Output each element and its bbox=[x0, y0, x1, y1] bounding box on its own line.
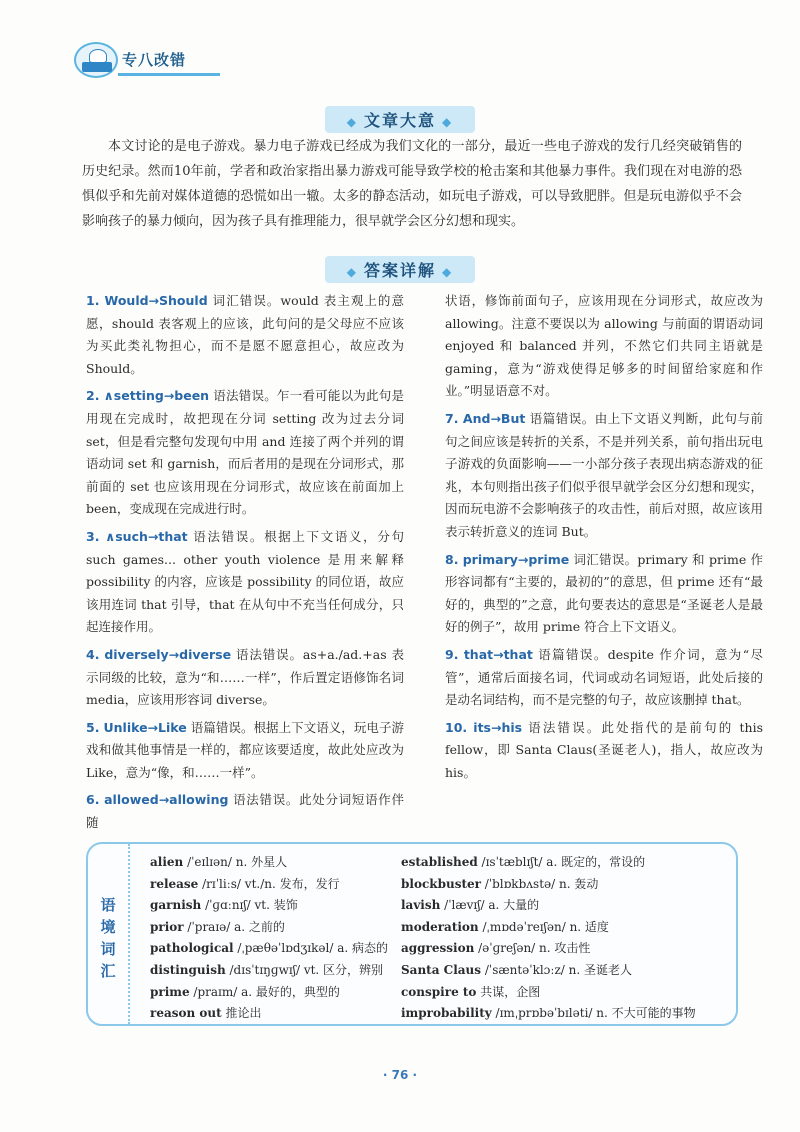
answer-continuation: 状语，修饰前面句子，应该用现在分词形式，故应改为 allowing。注意不要误以为 allowing 与前面的谓语动词 enjoyed 和 balanced 并列，不然它们共同主语就是 gaming，意为“游戏使得足够多的时间留给家庭和作业。”明显语意不对。 bbox=[445, 293, 763, 399]
answer-item: 6. allowed→allowing 语法错误。此处分词短语作伴随 bbox=[86, 792, 404, 831]
answer-item: 1. Would→Should 词汇错误。would 表主观上的意愿，should 表客观上的应该，此句问的是父母应不应该为买此类礼物担心，而不是愿不愿意担心，故应改为 Should。 bbox=[86, 293, 404, 376]
answer-item: 7. And→But 语篇错误。由上下文语义判断，此句与前句之间应该是转折的关系，不是并列关系，前句指出玩电子游戏的负面影响——一小部分孩子表现出病态游戏的征兆，本句则指出孩子们似乎很早就学会区分幻想和现实，因而玩电游不会影响孩子的攻击性，前后对照，故应该用表示转折意义的连词 But。 bbox=[445, 410, 763, 539]
vocab-entry: release /rɪˈliːs/ vt./n. 发布，发行 bbox=[150, 876, 340, 891]
vocab-entry: alien /ˈeɪlɪən/ n. 外星人 bbox=[150, 855, 288, 869]
answer-item: 5. Unlike→Like 语篇错误。根据上下文语义，玩电子游戏和做其他事情是一样的，都应该要适度，故此处应改为 Like，意为“像，和……一样”。 bbox=[86, 719, 404, 780]
answers-title-text: 答案详解 bbox=[363, 261, 436, 280]
page-number: · 76 · bbox=[382, 1068, 418, 1082]
vocab-entry: prior /ˈpraɪə/ a. 之前的 bbox=[150, 919, 285, 934]
vocab-entry: reason out 推论出 bbox=[150, 1006, 262, 1021]
vocabulary-box bbox=[86, 842, 738, 1026]
vocab-entry: pathological /ˌpæθəˈlɒdʒɪkəl/ a. 病态的 bbox=[150, 941, 389, 956]
answer-item: 3. ∧such→that 语法错误。根据上下文语义，分句 such games... other youth violence 是用来解释 possibility 的内容，应该是 possibility 的同位语，故应该用连词 that 引导，that 在从句中不充当任何成分，只起连接作用。 bbox=[86, 528, 404, 635]
vocab-entry: lavish /ˈlævɪʃ/ a. 大量的 bbox=[401, 898, 540, 913]
vocab-entry: Santa Claus /ˈsæntəˈklɔːz/ n. 圣诞老人 bbox=[401, 962, 632, 977]
vocabulary-right-column bbox=[401, 852, 731, 1025]
vocab-entry: established /ɪsˈtæblɪʃt/ a. 既定的，常设的 bbox=[401, 855, 646, 869]
answer-item: 4. diversely→diverse 语法错误。as+a./ad.+as 表示同级的比较，意为“和……一样”，作后置定语修饰名词 media，应该用形容词 diverse。 bbox=[86, 646, 404, 708]
answers-section-title bbox=[0, 256, 800, 284]
vocab-entry: prime /praɪm/ a. 最好的，典型的 bbox=[150, 984, 340, 999]
answer-item: 2. ∧setting→been 语法错误。乍一看可能以为此句是用现在完成时，故把现在分词 setting 改为过去分词 set，但是看完整句发现句中用 and 连接了两个并列的谓语动词 set 和 garnish，而后者用的是现在分词形式，那前面的 set 也应该用现在分词形式，故应该在前面加上 been，变成现在完成进行时。 bbox=[86, 388, 404, 517]
answer-item: 10. its→his 语法错误。此处指代的是前句的 this fellow，即 Santa Claus(圣诞老人)，指人，故应改为 his。 bbox=[445, 719, 763, 780]
summary-paragraph: 本文讨论的是电子游戏。暴力电子游戏已经成为我们文化的一部分，最近一些电子游戏的发行几经突破销售的历史纪录。然而10年前，学者和政治家指出暴力游戏可能导致学校的枪击案和其他暴力事件。我们现在对电游的恐惧似乎和先前对媒体道德的恐慌如出一辙。太多的静态活动，如玩电子游戏，可以导致肥胖。但是玩电游似乎不会影响孩子的暴力倾向，因为孩子具有推理能力，很早就学会区分幻想和现实。 bbox=[82, 139, 742, 229]
vocab-entry: improbability /ɪmˌprɒbəˈbɪləti/ n. 不大可能的事物 bbox=[401, 1006, 696, 1021]
page-header bbox=[74, 40, 214, 80]
answers-right-column bbox=[445, 290, 763, 789]
diamond-icon: ◆ bbox=[346, 264, 358, 279]
diamond-icon: ◆ bbox=[346, 114, 358, 129]
vocab-entry: conspire to 共谋，企图 bbox=[401, 984, 541, 999]
header-rule bbox=[118, 73, 220, 76]
answers-left-column bbox=[86, 290, 404, 840]
vocab-entry: aggression /əˈɡreʃən/ n. 攻击性 bbox=[401, 941, 591, 956]
vocab-entry: blockbuster /ˈblɒkbʌstə/ n. 轰动 bbox=[401, 876, 599, 891]
diamond-icon: ◆ bbox=[442, 114, 454, 129]
answer-item: 8. primary→prime 词汇错误。primary 和 prime 作形容词都有“主要的，最初的”的意思，但 prime 还有“最好的，典型的”之意，此句要表达的意思是“圣诞老人是最好的例子”，故用 prime 符合上下文语义。 bbox=[445, 551, 764, 635]
vocab-entry: distinguish /dɪsˈtɪŋɡwɪʃ/ vt. 区分，辨别 bbox=[150, 962, 384, 977]
summary-title-text: 文章大意 bbox=[363, 111, 436, 130]
header-title: 专八改错 bbox=[122, 51, 187, 69]
diamond-icon: ◆ bbox=[442, 264, 454, 279]
vocabulary-label: 语境词汇 bbox=[88, 844, 130, 1024]
vocab-entry: moderation /ˌmɒdəˈreɪʃən/ n. 适度 bbox=[401, 919, 609, 934]
vocabulary-left-column bbox=[150, 852, 400, 1025]
answer-item: 9. that→that 语篇错误。despite 作介词，意为“尽管”，通常后面接名词，代词或动名词短语，此处后接的是动名词结构，而不是完整的句子，故应该删掉 that。 bbox=[445, 646, 763, 708]
logo-icon bbox=[74, 42, 118, 78]
summary-section-title bbox=[0, 106, 800, 134]
vocab-entry: garnish /ˈɡɑːnɪʃ/ vt. 装饰 bbox=[150, 898, 298, 913]
